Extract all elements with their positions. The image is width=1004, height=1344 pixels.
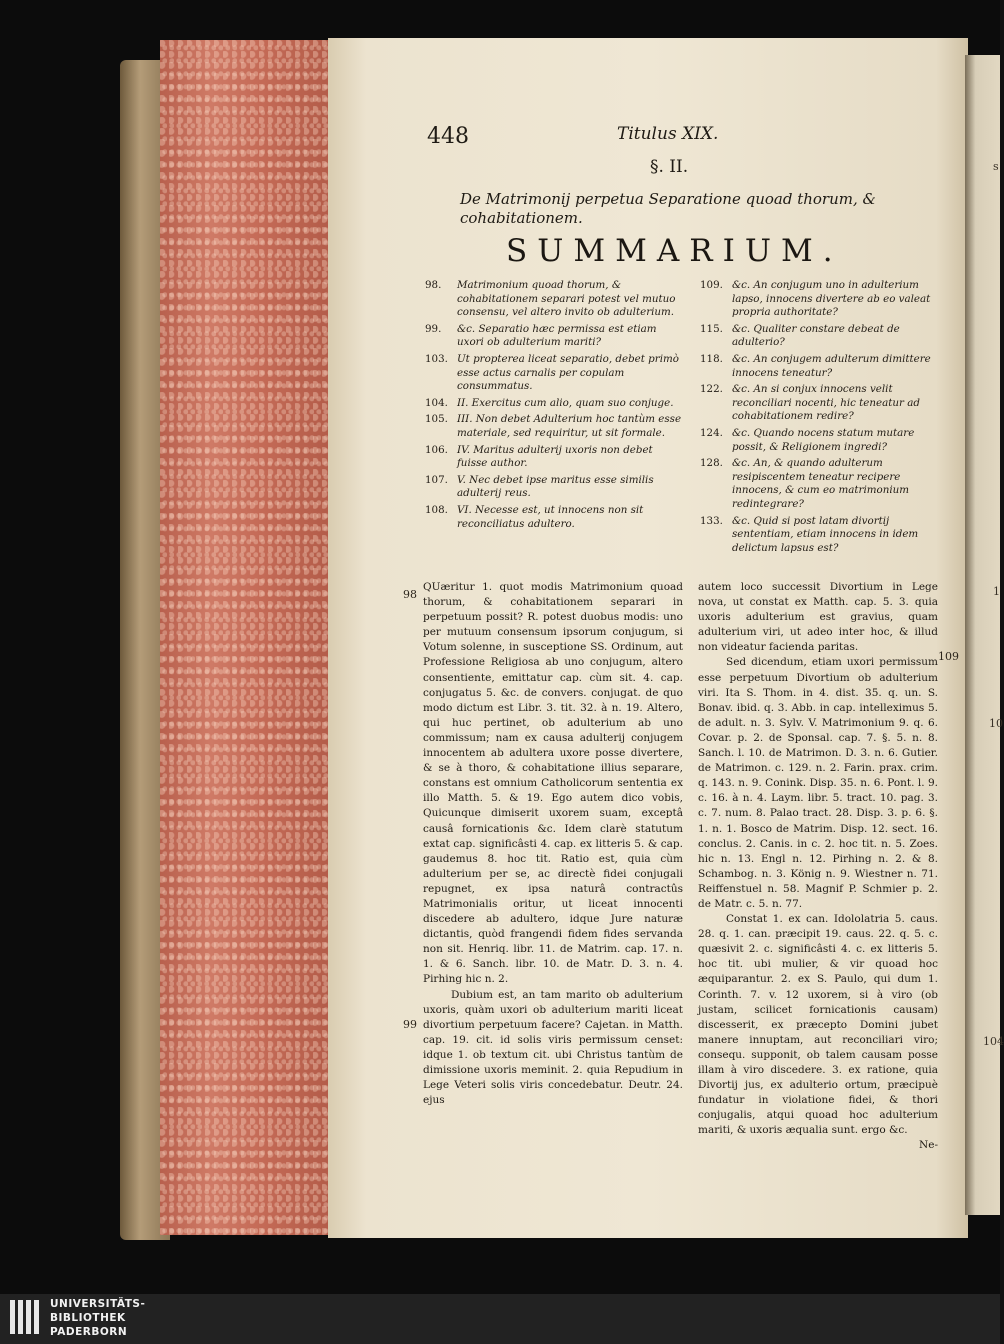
body-paragraph: Dubium est, an tam marito ob adulterium uxoris, quàm uxori ob adulterium mariti liceat divortium perpetuum facere? Cajetan. in Matth. cap. 19. cit. id solis viris permissum censet: idque 1. ob textum cit. ubi Christus tantùm de dimissione uxoris meminit. 2. quia Repudium in Lege Veteri solis viris concedebatur. Deutr. 24. ejus xyxy=(423,988,683,1107)
summary-entry: 108. VI. Necesse est, ut innocens non sit reconciliatus adultero. xyxy=(425,503,644,530)
summary-entry: 104. II. Exercitus cum alio, quam suo conjuge. xyxy=(425,396,674,409)
summary-entry: 107. V. Nec debet ipse maritus esse similis adulterij reus. xyxy=(425,473,654,500)
footer-line: UNIVERSITÄTS- xyxy=(50,1298,146,1310)
section-number: §. II. xyxy=(650,157,689,177)
margin-number: 98 xyxy=(403,588,417,601)
summarium-heading: SUMMARIUM. xyxy=(506,233,843,269)
body-paragraph: Constat 1. ex can. Idololatria 5. caus. 28. q. 1. can. præcipit 19. caus. 22. q. 5. c. quæsivit 2. c. significâsti 4. c. ex litteris 5. hoc tit. ubi mulier, & vir quoad hoc æquiparantur. 2. ex S. Paulo, qui dum 1. Corinth. 7. v. 12 uxorem, si à viro (ob justam, scilicet fornicationis causam) discesserit, ex præcepto Domini jubet manere innuptam, aut reconciliari viro; consequ. supponit, ob talem causam posse illam à viro discedere. 3. ex ratione, quia Divortij jus, ex adulterio ortum, præcipuè fundatur in violatione fidei, & thori conjugalis, atqui quoad hoc adulterium mariti, & uxoris æqualia sunt. ergo &c. xyxy=(698,913,938,1137)
next-page-mark: 10 xyxy=(989,717,1003,730)
summary-entry: 109. &c. An conjugum uno in adulterium lapso, innocens divertere ab eo valeat propria authoritate? xyxy=(700,279,931,319)
body-right-column xyxy=(698,580,938,1154)
footer-line: BIBLIOTHEK xyxy=(50,1312,126,1324)
summary-entry: 122. &c. An si conjux innocens velit reconciliari nocenti, hic teneatur ad cohabitationem redire? xyxy=(700,383,920,423)
summary-entry: 115. &c. Qualiter constare debeat de adulterio? xyxy=(700,322,900,349)
summary-entry: 124. &c. Quando nocens statum mutare possit, & Religionem ingredi? xyxy=(700,426,915,453)
marbled-edge xyxy=(160,40,330,1235)
next-page-edge xyxy=(965,55,1004,1215)
footer-line: PADERBORN xyxy=(50,1326,128,1338)
next-page-mark: 104 xyxy=(983,1035,1004,1048)
summary-entry: 133. &c. Quid si post latam divortij sententiam, etiam innocens in idem delictum lapsus est? xyxy=(700,514,919,554)
summary-left-column xyxy=(425,279,683,534)
body-paragraph: QUæritur 1. quot modis Matrimonium quoad thorum, & cohabitationem separari in perpetuum possit? R. potest duobus modis: uno per mutuum consensum ipsorum conjugum, si Votum solenne, in susceptione SS. Ordinum, aut Professione Religiosa ab uno conjugum, altero consentiente, emittatur cap. cùm sit. 4. cap. conjugatus 5. &c. de convers. conjugat. de quo modo dictum est Libr. 3. tit. 32. à n. 19. Altero, qui huc pertinet, ob adulterium ab uno commissum; nam ex causa adulterij conjugem innocentem ab adultera uxore posse divertere, & se à thoro, & cohabitatione illius separare, constans est omnium Catholicorum sententia ex illo Matth. 5. & 19. Ego autem dico vobis, Quicunque dimiserit uxorem suam, exceptâ causâ fornicationis &c. Idem clarè statutum extat cap. significâsti 4. cap. ex litteris 5. & cap. gaudemus 8. hoc tit. Ratio est, quia cùm adulterium per se, ac directè fidei conjugali repugnet, ex ipsa naturâ contractûs Matrimonialis oritur, ut liceat innocenti discedere ab adultero, idque Jure naturæ dictantis, quòd frangendi fidem fides servanda non sit. Henriq. libr. 11. de Matrim. cap. 17. n. 1. & 6. Sanch. libr. 10. de Matr. D. 3. n. 4. Pirhing hic n. 2. xyxy=(423,581,683,986)
margin-number: 109 xyxy=(938,650,959,663)
running-head: Titulus XIX. xyxy=(617,124,719,144)
body-paragraph: Sed dicendum, etiam uxori permissum esse perpetuum Divortium ob adulterium viri. Ita S. Thom. in 4. dist. 35. q. un. S. Bonav. ibid. q. 3. Abb. in cap. intelleximus 5. de adult. n. 3. Sylv. V. Matrimonium 9. q. 6. Covar. p. 2. de Sponsal. cap. 7. §. 5. n. 8. Sanch. l. 10. de Matrimon. D. 3. n. 6. Gutier. de Matrimon. c. 129. n. 2. Farin. prax. crim. q. 143. n. 9. Conink. Disp. 35. n. 6. Pont. l. 9. c. 16. à n. 4. Laym. libr. 5. tract. 10. pag. 3. c. 7. num. 8. Palao tract. 28. Disp. 3. p. 6. §. 1. n. 1. Bosco de Matrim. Disp. 12. sect. 16. conclus. 2. Canis. in c. 2. hoc tit. n. 5. Zoes. hic n. 13. Engl n. 12. Pirhing n. 2. & 8. Schambog. n. 3. König n. 9. Wiestner n. 71. Reiffenstuel n. 58. Magnif P. Schmier p. 2. de Matr. c. 5. n. 77. xyxy=(698,656,938,910)
library-logo-icon xyxy=(8,1298,44,1338)
summary-entry: 105. III. Non debet Adulterium hoc tantùm esse materiale, sed requiritur, ut sit formale. xyxy=(425,413,682,439)
body-paragraph: autem loco successit Divortium in Lege nova, ut constat ex Matth. cap. 5. 3. quia uxoris adulterium est gravius, quam adulterium viri, ut adeo inter hoc, & illud non videatur facienda paritas. xyxy=(698,581,938,654)
catchword: Ne- xyxy=(919,1139,938,1152)
summary-entry: 118. &c. An conjugem adulterum dimittere innocens teneatur? xyxy=(700,352,931,379)
margin-number: 99 xyxy=(403,1018,417,1031)
summary-entry: 106. IV. Maritus adulterij uxoris non debet fuisse author. xyxy=(425,443,653,470)
summary-entry: 99. &c. Separatio hæc permissa est etiam uxori ob adulterium mariti? xyxy=(425,322,657,349)
summary-entry: 103. Ut propterea liceat separatio, debet primò esse actus carnalis per copulam consummatus. xyxy=(425,352,679,393)
summary-entry: 98. Matrimonium quoad thorum, & cohabitationem separari potest vel mutuo consensu, vel altero invito ob adulterium. xyxy=(425,279,676,319)
next-page-mark: 1 xyxy=(993,585,1000,598)
summary-entry: 128. &c. An, & quando adulterum resipiscentem teneatur recipere innocens, & cum eo matrimonium redintegrare? xyxy=(700,457,910,510)
body-left-column xyxy=(423,580,683,1108)
page-number: 448 xyxy=(427,124,469,149)
section-title: De Matrimonij perpetua Separatione quoad thorum, & cohabitationem. xyxy=(460,190,876,227)
library-footer xyxy=(0,1294,1000,1344)
next-page-mark: s xyxy=(993,160,999,173)
summary-right-column xyxy=(700,279,940,558)
